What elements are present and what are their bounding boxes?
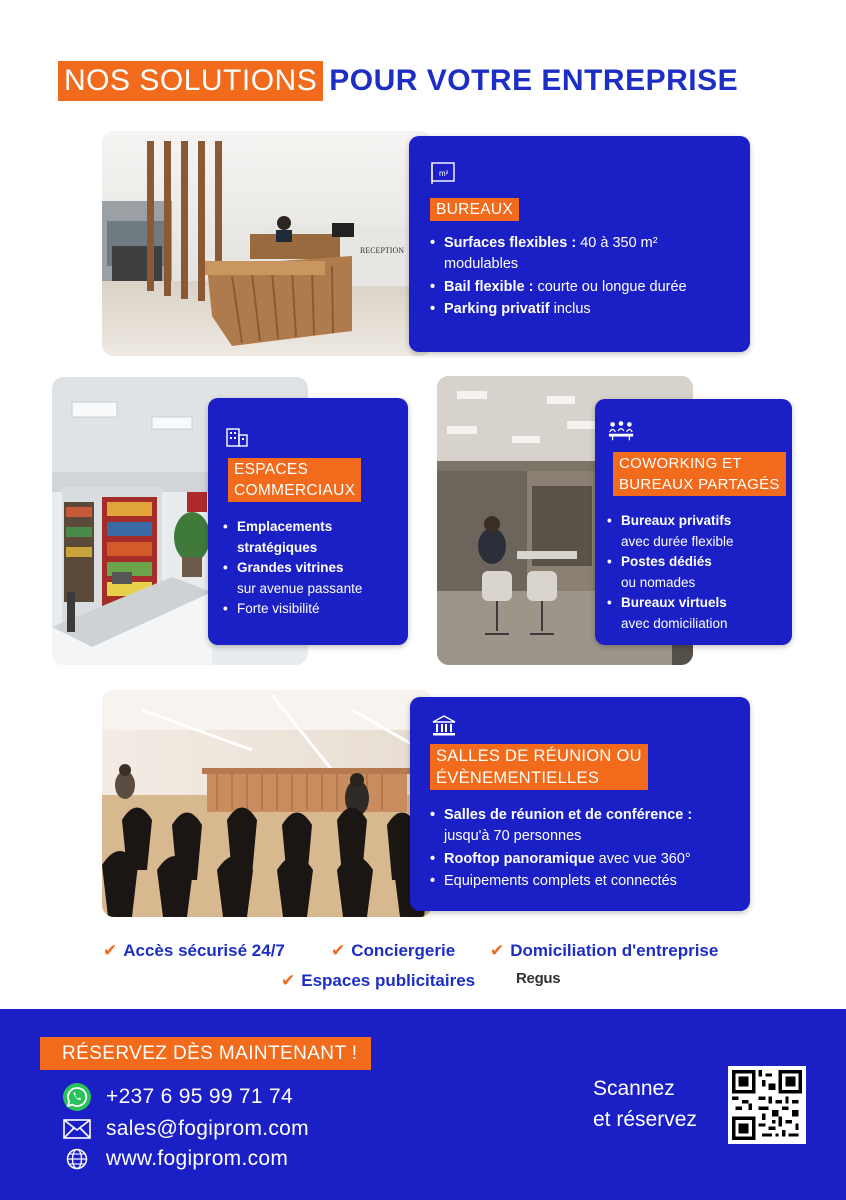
list-item: • Forte visibilité xyxy=(223,599,408,620)
list-item: • Grandes vitrines sur avenue passante xyxy=(223,558,408,599)
email-contact[interactable] xyxy=(62,1114,309,1144)
coworking-card xyxy=(595,399,792,645)
list-item: • Rooftop panoramique avec vue 360° xyxy=(430,849,745,870)
feature-item: ✔ Accès sécurisé 24/7 xyxy=(103,941,285,960)
commerciaux-card xyxy=(208,398,408,645)
reserve-cta[interactable]: RÉSERVEZ DÈS MAINTENANT ! xyxy=(40,1037,371,1070)
phone-number: +237 6 95 99 71 74 xyxy=(106,1085,293,1108)
institution-icon xyxy=(430,715,458,737)
salles-tag: SALLES DE RÉUNION OU ÉVÈNEMENTIELLES xyxy=(430,744,648,790)
meeting-people-icon xyxy=(607,419,635,441)
check-icon: ✔ xyxy=(103,941,118,960)
title-highlight: NOS SOLUTIONS xyxy=(58,61,323,101)
list-item: • Emplacements stratégiques xyxy=(223,517,408,558)
list-item: • Postes dédiés ou nomades xyxy=(607,552,792,593)
list-item: • Bureaux privatifs avec durée flexible xyxy=(607,511,792,552)
list-item: • Bureaux virtuels avec domiciliation xyxy=(607,593,792,634)
check-icon: ✔ xyxy=(331,941,346,960)
page-title xyxy=(58,60,738,102)
list-item: • Equipements complets et connectés xyxy=(430,871,745,892)
floor-area-icon xyxy=(431,162,459,184)
bureaux-bullets xyxy=(430,233,740,320)
conference-illustration xyxy=(102,690,432,917)
qr-code-icon[interactable] xyxy=(728,1066,806,1144)
feature-item: ✔ Domiciliation d'entreprise xyxy=(490,941,719,960)
website-contact[interactable] xyxy=(62,1144,288,1174)
reception-sign: RECEPTION xyxy=(360,246,404,255)
regus-logo: Regus xyxy=(516,970,561,987)
coworking-bullets xyxy=(607,511,792,634)
commerciaux-bullets xyxy=(223,517,408,620)
website-url: www.fogiprom.com xyxy=(106,1147,289,1170)
whatsapp-icon xyxy=(62,1082,92,1112)
salles-bullets xyxy=(430,805,745,892)
list-item: • Surfaces flexibles : 40 à 350 m² modulables xyxy=(430,233,740,275)
bureaux-photo xyxy=(102,131,432,356)
feature-item: ✔ Espaces publicitaires xyxy=(281,971,476,990)
building-icon xyxy=(223,426,251,448)
globe-icon xyxy=(62,1144,92,1174)
commerciaux-tag: ESPACES COMMERCIAUX xyxy=(228,458,361,502)
list-item: • Salles de réunion et de conférence : jusqu'à 70 personnes xyxy=(430,805,745,847)
phone-contact[interactable] xyxy=(62,1082,293,1112)
email-address: sales@fogiprom.com xyxy=(106,1117,309,1140)
list-item: • Bail flexible : courte ou longue durée xyxy=(430,277,740,298)
coworking-tag: COWORKING ET BUREAUX PARTAGÉS xyxy=(613,452,786,496)
list-item: • Parking privatif inclus xyxy=(430,299,740,320)
salles-card xyxy=(410,697,750,911)
salles-photo xyxy=(102,690,432,917)
feature-item: ✔ Conciergerie xyxy=(331,941,456,960)
title-rest: POUR VOTRE ENTREPRISE xyxy=(329,64,739,97)
reception-illustration xyxy=(102,131,432,356)
check-icon: ✔ xyxy=(490,941,505,960)
bureaux-tag: BUREAUX xyxy=(430,198,519,221)
email-icon xyxy=(62,1114,92,1144)
check-icon: ✔ xyxy=(281,971,296,990)
svg-text:m²: m² xyxy=(439,169,449,178)
scan-text: Scannez et réservez xyxy=(593,1077,697,1131)
bureaux-card xyxy=(409,136,750,352)
